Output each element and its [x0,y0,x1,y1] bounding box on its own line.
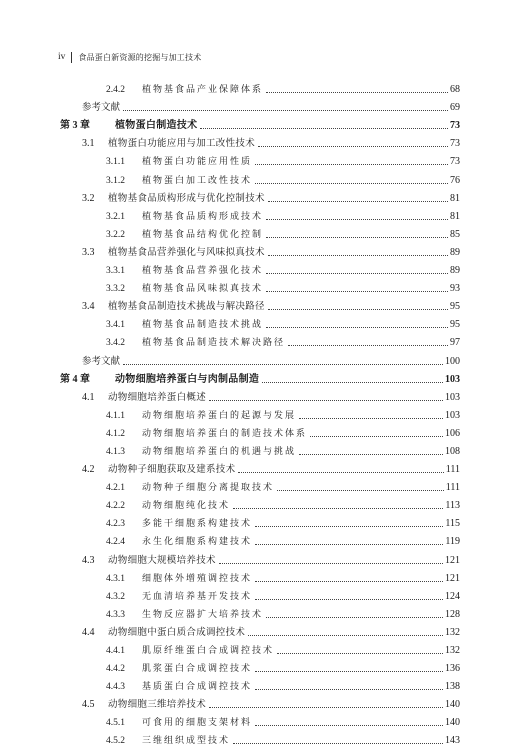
toc-entry-sub [60,422,460,440]
toc-page-number: 76 [450,174,460,186]
toc-entry-sub [60,259,460,277]
dot-leader [255,544,443,545]
toc-page-number: 81 [450,210,460,222]
dot-leader [209,400,443,401]
dot-leader [255,183,448,184]
dot-leader [277,653,443,654]
toc-number: 4.2.3 [106,519,125,530]
dot-leader [238,472,443,473]
toc-page-number: 68 [450,84,460,96]
dot-leader [255,581,443,582]
toc-number: 3.4.2 [106,338,125,349]
toc-entry-section [60,132,460,150]
toc-number: 4.5.1 [106,718,125,729]
toc-page-number: 85 [450,228,460,240]
toc-number: 4.3.1 [106,573,125,584]
toc-entry-chapter [60,114,460,132]
toc-entry-sub [60,150,460,168]
toc-page-number: 97 [450,337,460,349]
dot-leader [255,164,448,165]
toc-page-number: 103 [445,391,460,403]
toc-number: 4.1.2 [106,428,125,439]
toc-page-number: 119 [445,536,460,548]
toc-title: 动物种子细胞分离提取技术 [142,483,275,494]
toc-entry-section [60,548,460,566]
dot-leader [268,255,448,256]
page-number: iv [58,52,66,62]
dot-leader [233,508,443,509]
toc-page-number: 103 [445,373,460,385]
toc-page-number: 138 [445,681,460,693]
toc-number: 4.2.1 [106,483,125,494]
toc-page-number: 140 [445,699,460,711]
toc-page-number: 103 [445,409,460,421]
book-title: 食品蛋白新资源的挖掘与加工技术 [78,52,202,62]
toc-number: 3.2.2 [106,229,125,240]
dot-leader [233,743,443,744]
toc-title: 无血清培养基开发技术 [142,591,253,602]
dot-leader [266,273,448,274]
toc-entry-section [60,458,460,476]
toc-title: 可食用的细胞支架材料 [142,718,253,729]
dot-leader [299,418,443,419]
toc-title: 动物细胞培养蛋白的制造技术体系 [142,428,308,439]
toc-title: 植物蛋白制造技术 [115,120,198,132]
dot-leader [266,92,448,93]
toc-page-number: 121 [445,554,460,566]
toc-title: 生物反应器扩大培养技术 [142,609,264,620]
toc-entry-sub [60,476,460,494]
dot-leader [266,237,448,238]
toc-number: 3.3 [82,246,95,258]
toc-page-number: 124 [445,590,460,602]
toc-entry-sub [60,440,460,458]
toc-number: 3.4 [82,301,95,313]
toc-entry-section [60,187,460,205]
dot-leader [248,635,443,636]
toc-title: 植物蛋白加工改性技术 [142,175,253,186]
toc-page-number: 106 [445,427,460,439]
toc-entry-sub [60,729,460,747]
toc-number: 3.2 [82,192,95,204]
dot-leader [123,110,448,111]
toc-page-number: 93 [450,283,460,295]
toc-number: 4.1 [82,391,95,403]
toc-page-number: 95 [450,301,460,313]
dot-leader [255,689,443,690]
toc-entry-sub [60,657,460,675]
toc-number: 3.1 [82,138,95,150]
toc-entry-sub [60,313,460,331]
toc-page-number: 69 [450,102,460,114]
toc-title: 动物细胞培养蛋白的起源与发展 [142,410,297,421]
toc-entry-sub [60,567,460,585]
toc-title: 细胞体外增殖调控技术 [142,573,253,584]
toc-title: 动物细胞中蛋白质合成调控技术 [108,626,246,638]
toc-number: 4.3.3 [106,609,125,620]
toc-title: 动物细胞大规模培养技术 [108,554,216,566]
toc-title: 植物基食品风味拟真技术 [142,284,264,295]
toc-title: 植物蛋白功能应用性质 [142,157,253,168]
toc-page-number: 95 [450,319,460,331]
toc-page-number: 121 [445,572,460,584]
toc-number: 3.2.1 [106,211,125,222]
toc-entry-ref [60,349,460,367]
toc-title: 植物基食品结构优化控制 [142,229,264,240]
dot-leader [255,599,443,600]
toc-entry-sub [60,675,460,693]
toc-number: 4.3 [82,554,95,566]
toc-entry-sub [60,603,460,621]
dot-leader [299,454,443,455]
toc-title: 肌原纤维蛋白合成调控技术 [142,646,275,656]
toc-number: 3.4.1 [106,320,125,331]
dot-leader [266,219,448,220]
toc-title: 植物基食品制造技术挑战与解决路径 [108,301,265,313]
toc-number: 4.1.3 [106,446,125,457]
toc-page-number: 136 [445,663,460,675]
toc-entry-section [60,693,460,711]
toc-entry-section [60,241,460,259]
toc-page-number: 143 [445,735,460,747]
toc-entry-sub [60,205,460,223]
toc-title: 动物细胞培养蛋白与肉制品制造 [115,373,260,385]
toc-title: 动物细胞培养蛋白的机遇与挑战 [142,446,297,457]
toc-page-number: 132 [445,626,460,638]
dot-leader [123,364,443,365]
toc-title: 多能干细胞系构建技术 [142,519,253,530]
toc-page-number: 108 [445,445,460,457]
toc-title: 动物细胞纯化技术 [142,501,231,512]
dot-leader [255,725,443,726]
toc-page-number: 113 [445,500,460,512]
toc-number: 4.2 [82,464,95,476]
dot-leader [200,128,448,129]
toc-entry-sub [60,223,460,241]
toc-page-number: 128 [445,608,460,620]
dot-leader [310,436,443,437]
dot-leader [266,327,448,328]
toc-title: 动物细胞培养蛋白概述 [108,391,207,403]
toc-page-number: 111 [445,482,460,494]
dot-leader [266,291,448,292]
toc-title: 动物种子细胞获取及建系技术 [108,464,236,476]
toc-page-number: 73 [450,138,460,150]
toc-entry-sub [60,168,460,186]
toc-number: 4.2.2 [106,501,125,512]
toc-title: 参考文献 [82,355,121,367]
dot-leader [209,707,443,708]
dot-leader [255,671,443,672]
toc-entry-sub [60,585,460,603]
toc-title: 植物基食品制造技术解决路径 [142,338,286,349]
toc-number: 4.4.3 [106,682,125,693]
toc-title: 基质蛋白合成调控技术 [142,682,253,693]
table-of-contents [60,78,460,747]
toc-entry-section [60,295,460,313]
dot-leader [258,146,448,147]
dot-leader [266,617,443,618]
toc-entry-sub [60,711,460,729]
toc-title: 植物基食品质构形成技术 [142,211,264,222]
toc-number: 2.4.2 [106,85,125,96]
toc-entry-sub [60,639,460,657]
toc-page-number: 81 [450,192,460,204]
toc-number: 3.1.1 [106,157,125,168]
toc-page-number: 100 [445,355,460,367]
toc-entry-chapter [60,368,460,386]
toc-number: 4.5 [82,699,95,711]
toc-page-number: 115 [445,518,460,530]
toc-entry-sub [60,331,460,349]
toc-page-number: 73 [450,156,460,168]
toc-page-number: 140 [445,717,460,729]
toc-number: 4.4.2 [106,664,125,675]
toc-title: 植物基食品营养强化与风味拟真技术 [108,246,265,258]
header-divider [71,52,72,63]
dot-leader [219,563,443,564]
toc-number: 3.3.1 [106,266,125,277]
dot-leader [262,382,443,383]
toc-entry-sub [60,277,460,295]
toc-number: 3.3.2 [106,284,125,295]
toc-title: 植物蛋白功能应用与加工改性技术 [108,138,256,150]
toc-title: 植物基食品产业保障体系 [142,85,264,96]
toc-page-number: 111 [445,464,460,476]
toc-number: 第 3 章 [60,120,90,132]
dot-leader [277,490,444,491]
toc-number: 4.4.1 [106,646,125,656]
toc-title: 植物基食品营养强化技术 [142,266,264,277]
toc-entry-sub [60,404,460,422]
toc-entry-ref [60,96,460,114]
dot-leader [268,201,448,202]
toc-number: 3.1.2 [106,175,125,186]
toc-title: 植物基食品制造技术挑战 [142,320,264,331]
toc-page-number: 89 [450,265,460,277]
toc-number: 4.3.2 [106,591,125,602]
toc-title: 永生化细胞系构建技术 [142,537,253,548]
toc-number: 4.5.2 [106,736,125,747]
toc-title: 动物细胞三维培养技术 [108,699,207,711]
dot-leader [288,345,448,346]
toc-entry-section [60,621,460,639]
toc-title: 肌浆蛋白合成调控技术 [142,664,253,675]
toc-page-number: 73 [450,120,460,132]
toc-entry-sub [60,530,460,548]
toc-title: 三维组织成型技术 [142,736,231,747]
toc-entry-sub [60,78,460,96]
dot-leader [268,309,448,310]
toc-page-number: 132 [445,645,460,656]
toc-number: 4.4 [82,626,95,638]
toc-title: 植物基食品质构形成与优化控制技术 [108,192,265,204]
toc-entry-section [60,386,460,404]
toc-number: 4.2.4 [106,537,125,548]
toc-number: 第 4 章 [60,373,90,385]
dot-leader [255,526,443,527]
toc-entry-sub [60,512,460,530]
toc-number: 4.1.1 [106,410,125,421]
toc-page-number: 89 [450,246,460,258]
running-header [58,51,201,63]
toc-title: 参考文献 [82,102,121,114]
toc-entry-sub [60,494,460,512]
